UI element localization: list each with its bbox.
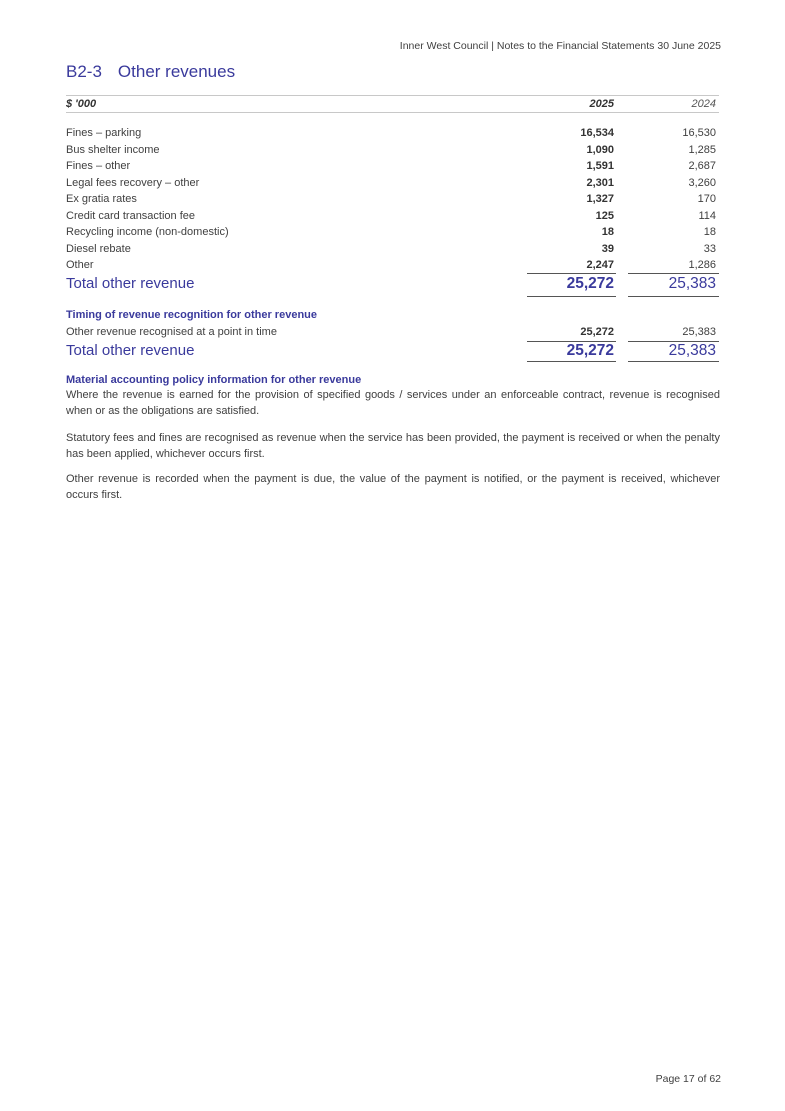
section-number: B2-3: [66, 62, 102, 81]
table-row: [66, 259, 719, 275]
column-2025-header: 2025: [589, 98, 614, 110]
total-underline-2024: [628, 296, 719, 297]
timing-total-underline-2024: [628, 361, 719, 362]
row-label: Fines – other: [66, 160, 131, 172]
page-number: Page 17 of 62: [655, 1073, 721, 1085]
row-label: Other: [66, 259, 94, 271]
subtotal-rule-2025: [527, 273, 616, 274]
row-label: Other revenue recognised at a point in time: [66, 326, 277, 338]
value-2024: 170: [697, 193, 716, 205]
table-row: [66, 160, 719, 176]
unit-label: $ '000: [66, 98, 97, 110]
table-header: [66, 98, 719, 110]
value-2025: 2,301: [586, 176, 614, 189]
row-label: Ex gratia rates: [66, 193, 137, 205]
table-row: [66, 144, 719, 160]
value-2024: 16,530: [682, 127, 716, 139]
value-2025: 18: [601, 226, 614, 238]
value-2025: 25,272: [580, 326, 614, 338]
table-row: [66, 193, 719, 209]
policy-paragraph-3: Other revenue is recorded when the payment is due, the value of the payment is notified, or the payment is received, whichever occurs first.: [66, 473, 720, 501]
value-2024: 33: [703, 242, 716, 255]
value-2025: 1,327: [586, 193, 614, 205]
subtotal-rule-2024: [628, 273, 719, 274]
row-label: Legal fees recovery – other: [66, 176, 200, 189]
value-2024: 114: [698, 209, 716, 222]
value-2024: 25,383: [682, 326, 716, 338]
page-header: Inner West Council | Notes to the Financial Statements 30 June 2025: [399, 40, 721, 52]
value-2025: 1,591: [586, 160, 614, 172]
table-header-bottom-rule: [66, 112, 719, 113]
table-row: [66, 226, 719, 242]
row-label: Bus shelter income: [66, 143, 160, 156]
value-2024: 18: [703, 226, 716, 238]
value-2025: 125: [595, 209, 614, 222]
timing-total-underline-2025: [527, 361, 616, 362]
row-label: Fines – parking: [66, 127, 142, 139]
policy-heading: Material accounting policy information for other revenue: [66, 374, 362, 386]
total-underline-2025: [527, 296, 616, 297]
row-label: Credit card transaction fee: [66, 209, 196, 222]
total-label: Total other revenue: [66, 342, 195, 359]
table-row: [66, 210, 719, 226]
total-other-revenue-row: [66, 275, 719, 297]
value-2025: 39: [601, 242, 614, 255]
total-2025: 25,272: [566, 342, 614, 359]
column-2024-header: 2024: [691, 98, 716, 110]
value-2024: 1,286: [688, 259, 716, 271]
row-label: Recycling income (non-domestic): [66, 226, 229, 238]
value-2025: 16,534: [580, 127, 614, 139]
policy-paragraph-1: Where the revenue is earned for the provision of specified goods / services under an enforceable contract, revenue is recognised when or as the obligations are satisfied.: [66, 389, 720, 417]
total-2025: 25,272: [566, 275, 614, 292]
row-label: Diesel rebate: [66, 242, 131, 255]
table-row: [66, 177, 719, 193]
table-row: [66, 243, 719, 259]
value-2024: 2,687: [688, 160, 716, 172]
value-2024: 3,260: [688, 176, 716, 189]
policy-paragraph-2: Statutory fees and fines are recognised as revenue when the service has been provided, the payment is received or when the penalty has been applied, whichever occurs first.: [66, 432, 720, 460]
table-row: [66, 127, 719, 143]
timing-row: [66, 326, 719, 342]
total-label: Total other revenue: [66, 275, 195, 292]
value-2025: 2,247: [586, 259, 614, 271]
timing-heading: Timing of revenue recognition for other revenue: [66, 309, 318, 321]
timing-total-row: [66, 342, 719, 364]
total-2024: 25,383: [668, 342, 716, 359]
section-title: [66, 62, 235, 82]
table-header-top-rule: [66, 95, 719, 96]
value-2025: 1,090: [586, 143, 614, 156]
value-2024: 1,285: [688, 143, 716, 156]
section-title-text: Other revenues: [117, 62, 236, 81]
total-2024: 25,383: [668, 275, 716, 292]
